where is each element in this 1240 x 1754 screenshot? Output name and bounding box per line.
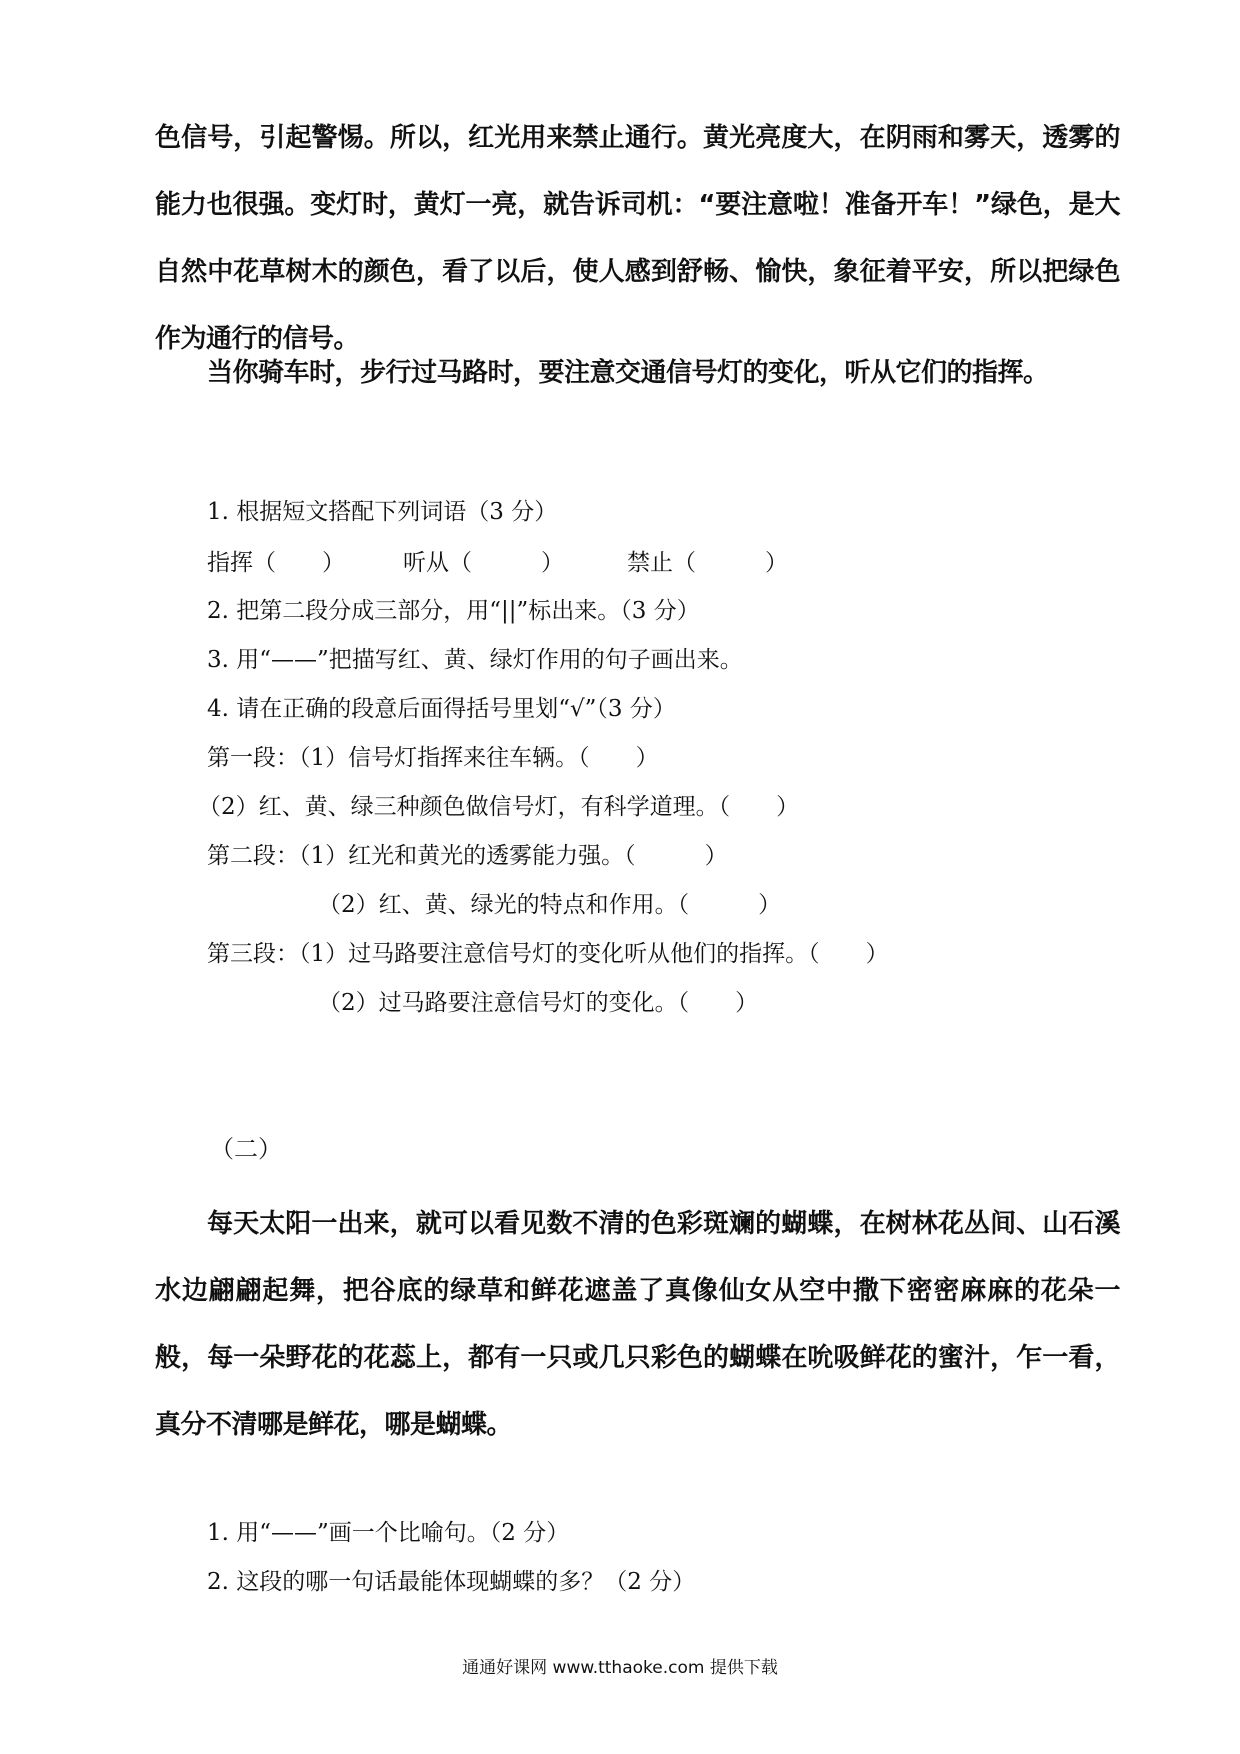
section-2-option-2: （2）红、黄、绿光的特点和作用。（ ） bbox=[318, 892, 782, 918]
question-1-items bbox=[207, 548, 907, 578]
section-1-option-1: 第一段：（1）信号灯指挥来往车辆。（ ） bbox=[207, 745, 659, 771]
question-1-item-tingcong: 听从（ ） bbox=[403, 550, 564, 576]
passage-paragraph-last: 当你骑车时，步行过马路时，要注意交通信号灯的变化，听从它们的指挥。 bbox=[207, 358, 1049, 388]
butterfly-question-1: 1. 用“——”画一个比喻句。（2 分） bbox=[207, 1520, 570, 1546]
section-2-title: （二） bbox=[210, 1135, 282, 1163]
question-2: 2. 把第二段分成三部分，用“||”标出来。（3 分） bbox=[207, 598, 700, 624]
question-1: 1. 根据短文搭配下列词语（3 分） bbox=[207, 499, 558, 525]
section-3-option-2: （2）过马路要注意信号灯的变化。（ ） bbox=[318, 990, 759, 1016]
passage-paragraph-continued: 色信号，引起警惕。所以，红光用来禁止通行。黄光亮度大，在阴雨和雾天，透雾的能力也很强。变灯时，黄灯一亮，就告诉司机：“要注意啦！准备开车！”绿色，是大自然中花草树木的颜色，看了以后，使人感到舒畅、愉快，象征着平安，所以把绿色作为通行的信号。 bbox=[155, 123, 1120, 354]
question-3: 3. 用“——”把描写红、黄、绿灯作用的句子画出来。 bbox=[207, 647, 743, 673]
section-3-option-1: 第三段：（1）过马路要注意信号灯的变化听从他们的指挥。（ ） bbox=[207, 941, 889, 967]
butterfly-question-2: 2. 这段的哪一句话最能体现蝴蝶的多？（2 分） bbox=[207, 1569, 696, 1595]
butterfly-paragraph: 每天太阳一出来，就可以看见数不清的色彩斑斓的蝴蝶，在树林花丛间、山石溪水边翩翩起舞，把谷底的绿草和鲜花遮盖了真像仙女从空中撒下密密麻麻的花朵一般，每一朵野花的花蕊上，都有一只或几只彩色的蝴蝶在吮吸鲜花的蜜汁，乍一看，真分不清哪是鲜花，哪是蝴蝶。 bbox=[155, 1209, 1120, 1440]
page-footer: 通通好课网 www.tthaoke.com 提供下载 bbox=[462, 1658, 778, 1678]
question-1-item-jinzhi: 禁止（ ） bbox=[627, 550, 788, 576]
section-2-option-1: 第二段：（1）红光和黄光的透雾能力强。（ ） bbox=[207, 843, 728, 869]
question-1-item-zhihui: 指挥（ ） bbox=[207, 550, 345, 576]
section-1-option-2: （2）红、黄、绿三种颜色做信号灯，有科学道理。（ ） bbox=[198, 794, 800, 820]
question-4: 4. 请在正确的段意后面得括号里划“√”（3 分） bbox=[207, 696, 676, 722]
